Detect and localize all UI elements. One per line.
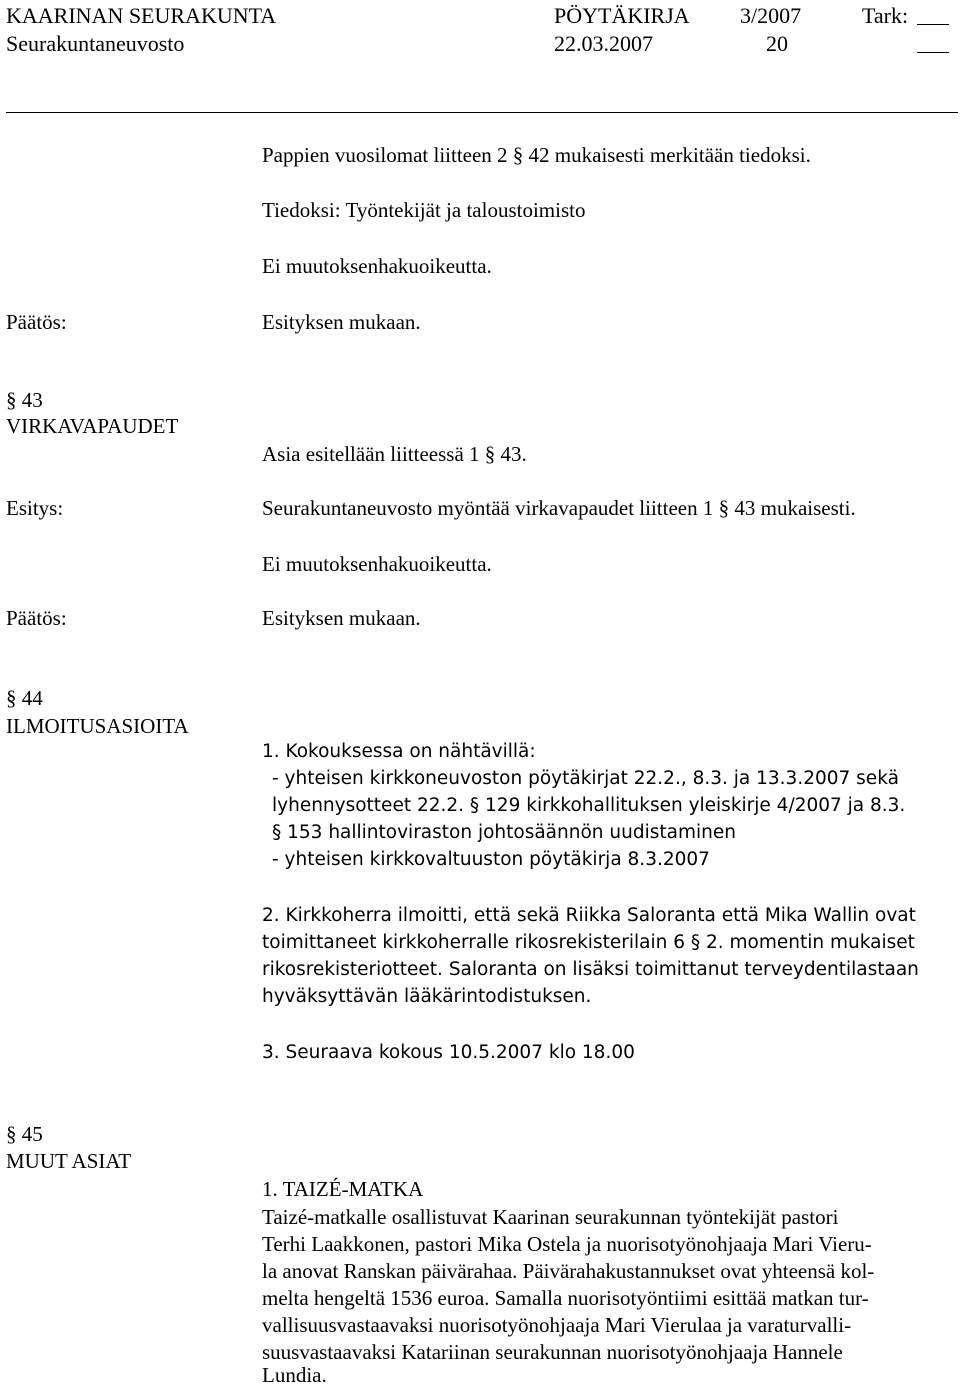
board-name: Seurakuntaneuvosto xyxy=(6,31,185,56)
taize-line-4: melta hengeltä 1536 euroa. Samalla nuorisotyöntiimi esittää matkan tur- xyxy=(262,1286,869,1310)
taize-line-2: Terhi Laakkonen, pastori Mika Ostela ja nuorisotyönohjaaja Mari Vieru- xyxy=(262,1232,872,1256)
item-1-line-4: § 153 hallintoviraston johtosäännön uudistaminen xyxy=(272,822,736,843)
meeting-date: 22.03.2007 xyxy=(554,31,653,56)
vacation-line: Pappien vuosilomat liitteen 2 § 42 mukaisesti merkitään tiedoksi. xyxy=(262,143,811,167)
page-number: 20 xyxy=(766,31,788,56)
section-43-number: § 43 xyxy=(6,388,43,412)
proposal-text: Seurakuntaneuvosto myöntää virkavapaudet liitteen 1 § 43 mukaisesti. xyxy=(262,496,856,520)
section-44-number: § 44 xyxy=(6,686,43,710)
item-1-line-1: 1. Kokouksessa on nähtävillä: xyxy=(262,741,536,762)
decision-label: Päätös: xyxy=(6,310,67,334)
item-1-line-5: - yhteisen kirkkovaltuuston pöytäkirja 8.3.2007 xyxy=(272,849,710,870)
section-43-appeal: Ei muutoksenhakuoikeutta. xyxy=(262,552,492,576)
item-2-line-4: hyväksyttävän lääkärintodistuksen. xyxy=(262,986,592,1007)
check-blank-1 xyxy=(917,4,949,30)
item-2-line-2: toimittaneet kirkkoherralle rikosrekisterilain 6 § 2. momentin mukaiset xyxy=(262,932,915,953)
section-44-title: ILMOITUSASIOITA xyxy=(6,714,189,738)
item-1-line-2: - yhteisen kirkkoneuvoston pöytäkirjat 22.2., 8.3. ja 13.3.2007 sekä xyxy=(272,768,899,789)
proposal-label: Esitys: xyxy=(6,496,64,520)
section-43-intro: Asia esitellään liitteessä 1 § 43. xyxy=(262,442,527,466)
doc-type: PÖYTÄKIRJA xyxy=(554,3,690,28)
item-1-line-3: lyhennysotteet 22.2. § 129 kirkkohallituksen yleiskirje 4/2007 ja 8.3. xyxy=(272,795,906,816)
section-45-title: MUUT ASIAT xyxy=(6,1149,132,1173)
section-43-decision-label: Päätös: xyxy=(6,606,67,630)
check-label: Tark: xyxy=(862,3,909,28)
item-3: 3. Seuraava kokous 10.5.2007 klo 18.00 xyxy=(262,1042,635,1063)
taize-line-6: suusvastaavaksi Katariinan seurakunnan nuorisotyönohjaaja Hannele xyxy=(262,1340,843,1364)
appeal-line: Ei muutoksenhakuoikeutta. xyxy=(262,254,492,278)
section-43-title: VIRKAVAPAUDET xyxy=(6,414,179,438)
decision-text: Esityksen mukaan. xyxy=(262,310,421,334)
section-45-number: § 45 xyxy=(6,1122,43,1146)
notify-line: Tiedoksi: Työntekijät ja taloustoimisto xyxy=(262,198,586,222)
check-blank-2 xyxy=(917,32,949,58)
header-rule xyxy=(6,112,958,113)
item-2-line-3: rikosrekisteriotteet. Saloranta on lisäksi toimittanut terveydentilastaan xyxy=(262,959,919,980)
taize-line-1: Taizé-matkalle osallistuvat Kaarinan seurakunnan työntekijät pastori xyxy=(262,1205,839,1229)
item-2-line-1: 2. Kirkkoherra ilmoitti, että sekä Riikka Saloranta että Mika Wallin ovat xyxy=(262,905,916,926)
org-name: KAARINAN SEURAKUNTA xyxy=(6,3,277,28)
doc-number: 3/2007 xyxy=(740,3,802,28)
taize-line-5: vallisuusvastaavaksi nuorisotyönohjaaja Mari Vierulaa ja varaturvalli- xyxy=(262,1313,852,1337)
section-43-decision: Esityksen mukaan. xyxy=(262,606,421,630)
taize-line-7: Lundia. xyxy=(262,1363,327,1387)
taize-heading: 1. TAIZÉ-MATKA xyxy=(262,1177,424,1201)
taize-line-3: la anovat Ranskan päivärahaa. Päivärahakustannukset ovat yhteensä kol- xyxy=(262,1259,875,1283)
